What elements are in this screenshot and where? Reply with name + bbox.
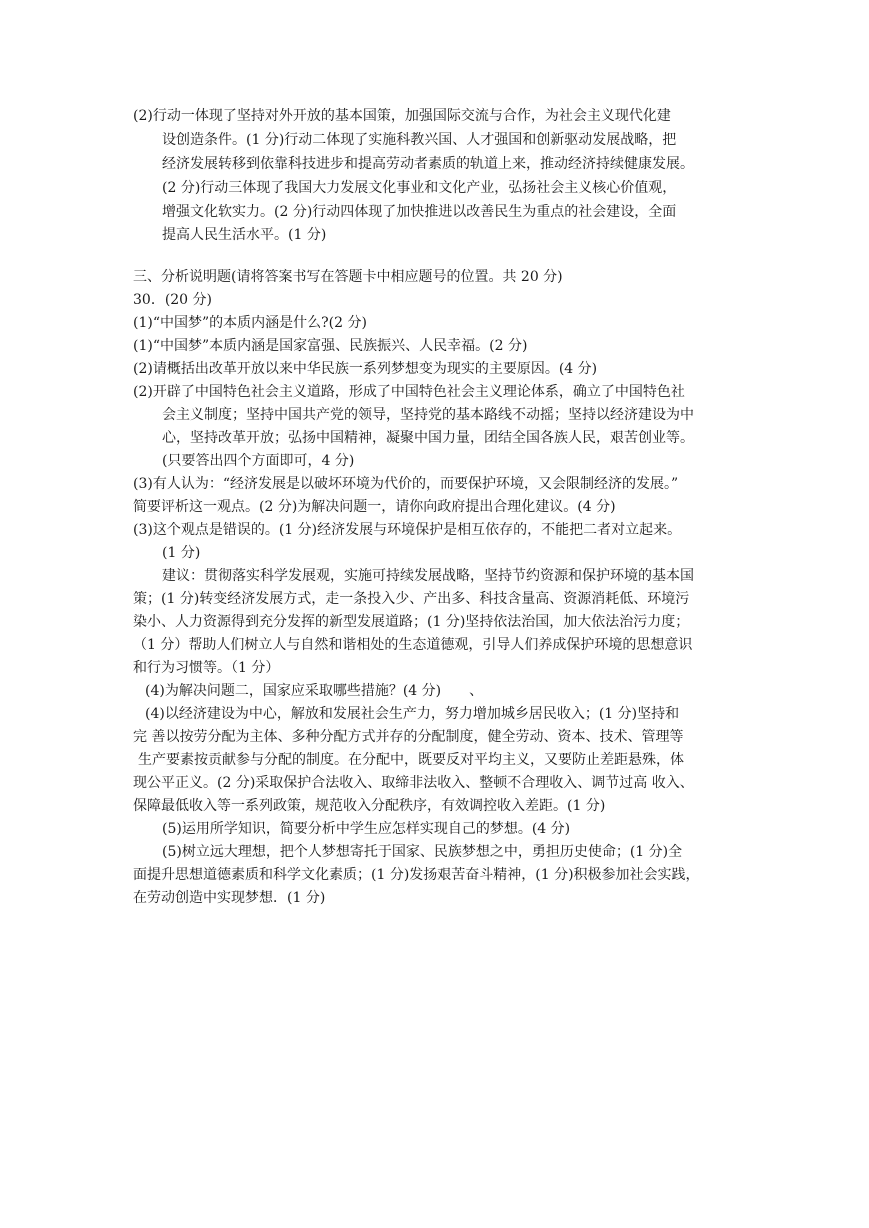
answer-text: 现公平正义。(2 分)采取保护合法收入、取缔非法收入、整顿不合理收入、调节过高 收入、: [133, 775, 694, 791]
answer-text: 完 善以按劳分配为主体、多种分配方式并存的分配制度，健全劳动、资本、技术、管理等: [133, 729, 684, 745]
text-line: 提高人民生活水平。(1 分): [162, 227, 327, 243]
answer-text: (3)这个观点是错误的。(1 分)经济发展与环境保护是相互依存的，不能把二者对立起来。: [133, 522, 682, 538]
answer-text: 面提升思想道德素质和科学文化素质；(1 分)发扬艰苦奋斗精神，(1 分)积极参加社会实践，: [133, 867, 700, 883]
answer-text: (1 分): [162, 545, 201, 561]
answer-text: 在劳动创造中实现梦想．(1 分): [133, 890, 326, 906]
answer-text: (1)“中国梦”本质内涵是国家富强、民族振兴、人民幸福。(2 分): [133, 338, 528, 354]
question-number: 30．(20 分): [133, 292, 213, 308]
answer-text: 和行为习惯等。（1 分）: [133, 660, 280, 676]
text-line: 设创造条件。(1 分)行动二体现了实施科教兴国、人才强国和创新驱动发展战略，把: [162, 132, 677, 148]
question-text: (3)有人认为：“经济发展是以破坏环境为代价的，而要保护环境，又会限制经济的发展。”: [133, 476, 679, 492]
answer-text: (只要答出四个方面即可，4 分): [162, 453, 355, 469]
text-line: 增强文化软实力。(2 分)行动四体现了加快推进以改善民生为重点的社会建设，全面: [162, 204, 677, 220]
answer-text: 会主义制度；坚持中国共产党的领导，坚持党的基本路线不动摇；坚持以经济建设为中: [162, 407, 694, 423]
answer-text: (4)以经济建设为中心，解放和发展社会生产力，努力增加城乡居民收入；(1 分)坚持和: [145, 706, 680, 722]
text-line: 经济发展转移到依靠科技进步和提高劳动者素质的轨道上来，推动经济持续健康发展。: [162, 156, 694, 172]
question-text: (5)运用所学知识，简要分析中学生应怎样实现自己的梦想。(4 分): [162, 821, 571, 837]
answer-text: 生产要素按贡献参与分配的制度。在分配中，既要反对平均主义，又要防止差距悬殊，体: [138, 752, 684, 768]
answer-text: 保障最低收入等一系列政策，规范收入分配秩序，有效调控收入差距。(1 分): [133, 798, 606, 814]
answer-text: 建议：贯彻落实科学发展观，实施可持续发展战略，坚持节约资源和保护环境的基本国: [162, 568, 694, 584]
question-text: 简要评析这一观点。(2 分)为解决问题一，请你向政府提出合理化建议。(4 分): [133, 499, 616, 515]
text-line: (2 分)行动三体现了我国大力发展文化事业和文化产业，弘扬社会主义核心价值观，: [162, 180, 677, 196]
answer-text: （1 分）帮助人们树立人与自然和谐相处的生态道德观，引导人们养成保护环境的思想意识: [133, 637, 693, 653]
answer-text: 染小、人力资源得到充分发挥的新型发展道路；(1 分)坚持依法治国，加大依法治污力度；: [133, 614, 690, 630]
question-text: (1)“中国梦”的本质内涵是什么?(2 分): [133, 315, 367, 331]
answer-text: (2)开辟了中国特色社会主义道路，形成了中国特色社会主义理论体系，确立了中国特色社: [133, 384, 685, 400]
section-heading: 三、分析说明题(请将答案书写在答题卡中相应题号的位置。共 20 分): [133, 269, 563, 285]
answer-text: 心，坚持改革开放；弘扬中国精神，凝聚中国力量，团结全国各族人民，艰苦创业等。: [162, 430, 694, 446]
text-line: (2)行动一体现了坚持对外开放的基本国策，加强国际交流与合作，为社会主义现代化建: [133, 108, 671, 124]
answer-text: (5)树立远大理想，把个人梦想寄托于国家、民族梦想之中，勇担历史使命；(1 分)全: [162, 844, 683, 860]
question-text: (2)请概括出改革开放以来中华民族一系列梦想变为现实的主要原因。(4 分): [133, 361, 598, 377]
answer-text: 策；(1 分)转变经济发展方式，走一条投入少、产出多、科技含量高、资源消耗低、环境污: [133, 591, 690, 607]
question-text: (4)为解决问题二，国家应采取哪些措施？(4 分) 、: [145, 683, 484, 699]
